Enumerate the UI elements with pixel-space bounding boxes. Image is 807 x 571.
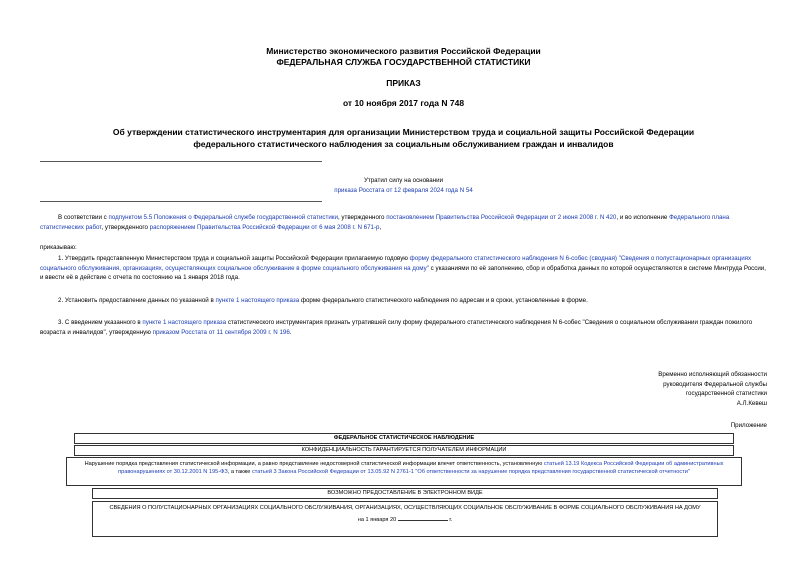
warning-text-2: , а также [227, 469, 252, 475]
p2-text-1: 2. Установить предоставление данных по указанной в [58, 297, 216, 304]
doc-title: Об утверждении статистического инструментария для организации Министерством труда и социальной защиты Российской Федерации федерального статистического наблюдения за социальным обслуживанием граждан и инвалидов [112, 127, 695, 149]
order-word: приказываю: [40, 244, 77, 251]
preamble-text-5: , [379, 223, 382, 231]
preamble [40, 213, 770, 232]
p3-text-3: . [289, 328, 292, 336]
link-punkt-1-p3[interactable]: пункте 1 настоящего приказа [142, 319, 227, 326]
doc-type: ПРИКАЗ [386, 78, 421, 88]
p1-text-2: с указаниями по её заполнению, сбор и обработка данных по которой осуществляются в системе Минтруда России, и ввести её в действие с отчета по состоянию на 1 января 2018 года. [40, 264, 766, 281]
form-title-text: СВЕДЕНИЯ О ПОЛУСТАЦИОНАРНЫХ ОРГАНИЗАЦИЯХ СОЦИАЛЬНОГО ОБСЛУЖИВАНИЯ, ОРГАНИЗАЦИЯХ, ОСУЩЕСТВЛЯЮЩИХ СОЦИАЛЬНОЕ ОБСЛУЖИВАНИЕ В ФОРМЕ СОЦИАЛЬНОГО ОБСЛУЖИВАНИЯ НА ДОМУ [109, 505, 701, 511]
link-podpunkt[interactable]: подпунктом 5.5 Положения о Федеральной службе государственной статистики [108, 214, 338, 221]
status-link[interactable]: приказа Росстата от 12 февраля 2024 года N 54 [334, 187, 473, 194]
form-date-row [103, 514, 707, 524]
preamble-text-1: В соответствии с [58, 214, 109, 221]
signature-line-1: Временно исполняющий обязанности [658, 371, 767, 378]
signature-line-2: руководителя Федеральной службы [663, 380, 767, 388]
ministry-name: Министерство экономического развития Российской Федерации [266, 46, 541, 56]
paragraph-2 [40, 296, 770, 306]
status-link-row [0, 186, 807, 196]
signature-name: А.Л.Кевеш [736, 399, 767, 407]
divider-top [40, 161, 322, 162]
form-box-warning [66, 457, 742, 486]
form-date-prefix: на 1 января 20 [357, 516, 397, 523]
service-name: ФЕДЕРАЛЬНАЯ СЛУЖБА ГОСУДАРСТВЕННОЙ СТАТИСТИКИ [276, 57, 531, 67]
form-box-electronic-text: ВОЗМОЖНО ПРЕДОСТАВЛЕНИЕ В ЭЛЕКТРОННОМ ВИДЕ [327, 490, 483, 496]
form-box-federal [74, 433, 734, 444]
form-date-suffix: г. [449, 516, 453, 523]
p3-text-2: статистического инструментария признать утратившей силу форму федерального статистического наблюдения N 6-собес "Сведения о социальном обслуживании граждан пожилого возраста и инвалидов", утвержденную [40, 319, 753, 336]
preamble-text-3: , и во исполнение [616, 214, 670, 221]
paragraph-1 [40, 254, 770, 283]
form-box-federal-text: ФЕДЕРАЛЬНОЕ СТАТИСТИЧЕСКОЕ НАБЛЮДЕНИЕ [333, 435, 475, 441]
form-box-confidential-text: КОНФИДЕНЦИАЛЬНОСТЬ ГАРАНТИРУЕТСЯ ПОЛУЧАТЕЛЕМ ИНФОРМАЦИИ [301, 447, 507, 453]
form-year-field[interactable] [398, 514, 448, 521]
appendix-label: Приложение [730, 422, 767, 429]
link-form-6-sobes[interactable]: форму федерального статистического наблюдения N 6-собес (сводная) "Сведения о полустационарных организациях социального обслуживания, организациях, осуществляющих социальное обслуживание в форме социального обслуживания на дому" [40, 255, 752, 272]
link-prikaz-196[interactable]: приказом Росстата от 11 сентября 2009 г. N 196 [152, 328, 290, 336]
preamble-text-2: , утвержденного [337, 214, 387, 221]
warning-text-1: Нарушение порядка представления статистической информации, а равно представление недостоверной статистической информации влечет ответственность, установленную [84, 461, 544, 467]
form-box-confidential [74, 445, 734, 456]
status-line: Утратил силу на основании [363, 177, 444, 184]
form-box-electronic [92, 488, 718, 499]
link-punkt-1-p2[interactable]: пункте 1 настоящего приказа [215, 297, 300, 304]
link-postanovlenie[interactable]: постановлением Правительства Российской Федерации от 2 июня 2008 г. N 420 [386, 214, 617, 221]
p3-text-1: 3. С введением указанного в [58, 319, 143, 326]
p2-text-2: форме федерального статистического наблюдения по адресам и в сроки, установленные в форме. [299, 297, 588, 304]
form-box-warning-text [83, 460, 725, 476]
divider-bottom [40, 201, 322, 202]
preamble-text-4: , утвержденного [101, 223, 150, 231]
signature-block [658, 370, 767, 408]
link-koap-13-19[interactable]: статьей 13.19 Кодекса Российской Федерации об административных правонарушениях от 30.12.2001 N 195-ФЗ [118, 461, 724, 475]
link-fed-plan[interactable]: Федерального плана статистических работ [40, 214, 730, 231]
form-box-title [92, 501, 718, 537]
p1-text-1: 1. Утвердить представленную Министерством труда и социальной защиты Российской Федерации прилагаемую годовую [58, 255, 410, 262]
paragraph-3 [40, 318, 770, 337]
link-rasporyazhenie[interactable]: распоряжением Правительства Российской Федерации от 6 мая 2008 г. N 671-р [149, 223, 380, 231]
doc-date-number: от 10 ноября 2017 года N 748 [342, 98, 465, 108]
link-zakon-2761-1[interactable]: статьей 3 Закона Российской Федерации от 13.05.92 N 2761-1 "Об ответственности за нарушение порядка представления государственной статистической отчетности" [251, 469, 690, 475]
signature-line-3: государственной статистики [685, 390, 767, 397]
